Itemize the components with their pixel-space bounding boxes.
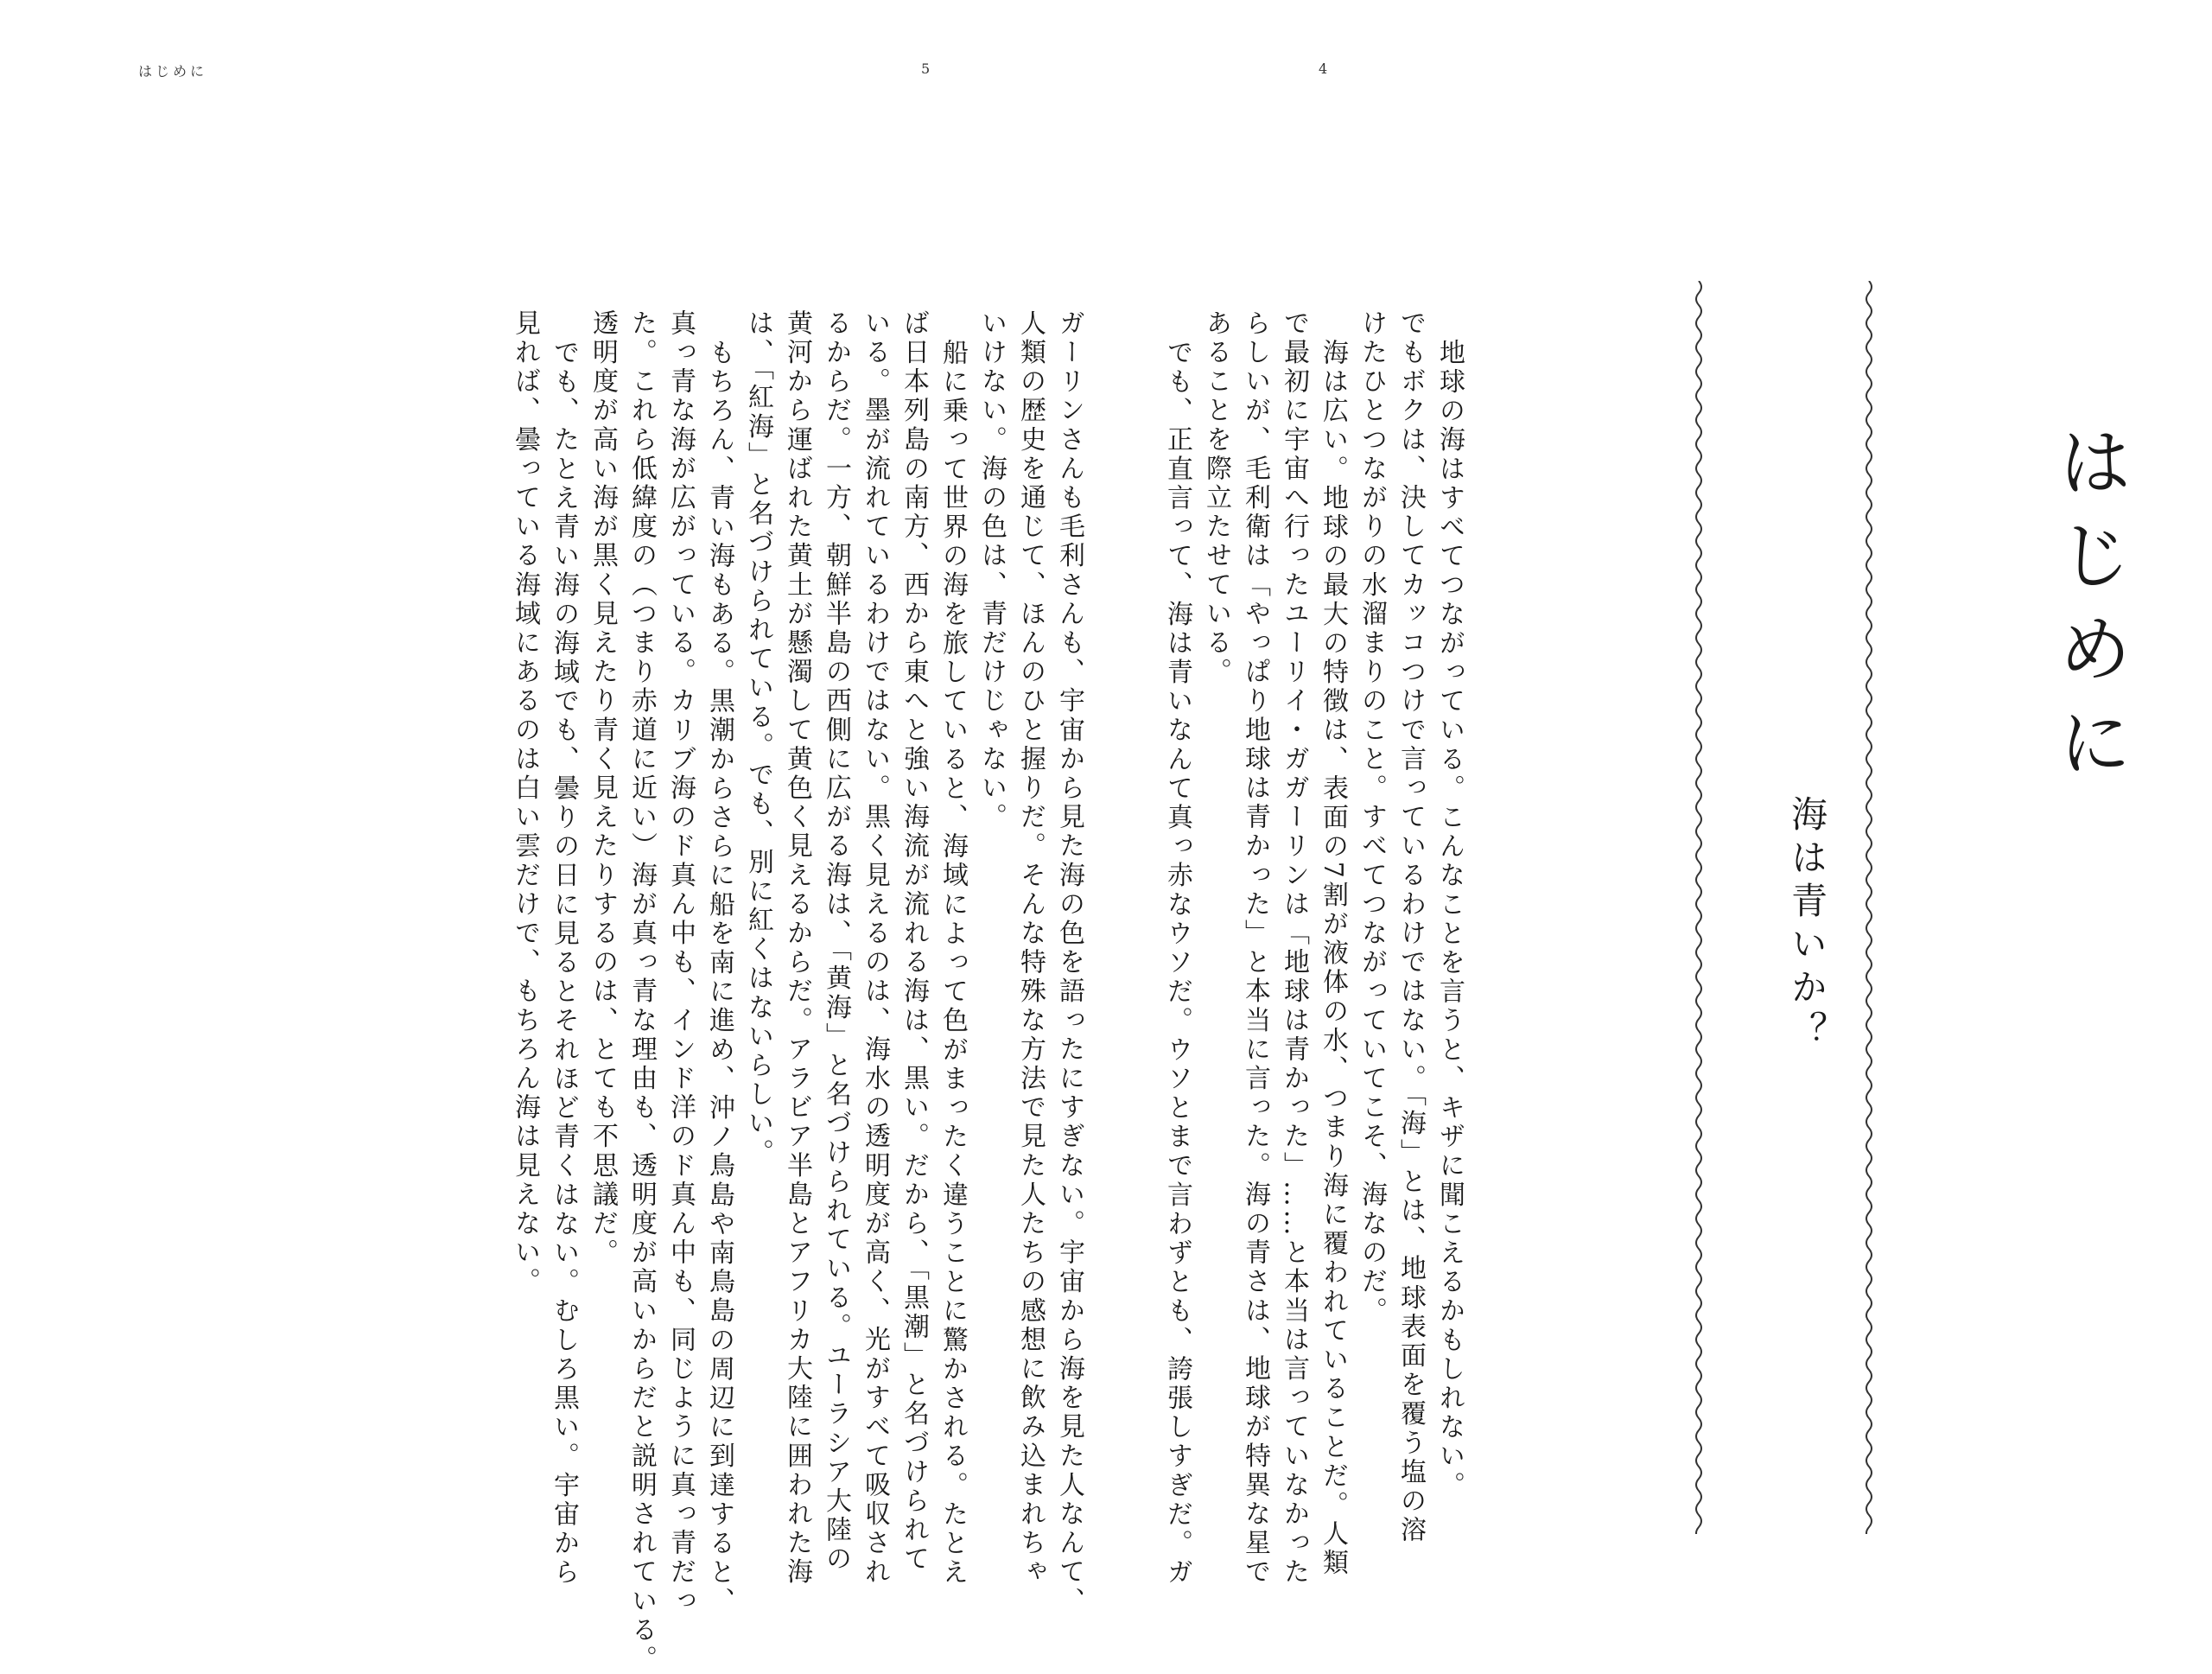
body-line: でもボクは、決してカッコつけで言っているわけではない。「海」とは、地球表面を覆う塩の溶 — [1395, 309, 1426, 1545]
body-line: 地球の海はすべてつながっている。こんなことを言うと、キザに聞こえるかもしれない。 — [1434, 339, 1465, 1500]
body-line: ば日本列島の南方、西から東へと強い海流が流れる海は、黒い。だから、「黒潮」と名づけられて — [899, 309, 929, 1575]
body-line: らしいが、毛利衛は「やっぱり地球は青かった」と本当に言った。海の青さは、地球が特異な星で — [1240, 309, 1270, 1588]
body-line: あることを際立たせている。 — [1201, 309, 1231, 687]
wavy-rule-left — [1692, 281, 1706, 1534]
body-line: でも、正直言って、海は青いなんて真っ赤なウソだ。ウソとまで言わずとも、誇張しすぎだ。ガ — [1162, 339, 1192, 1588]
body-line: 見れば、曇っている海域にあるのは白い雲だけで、もちろん海は見えない。 — [510, 309, 540, 1297]
body-line: 海は広い。地球の最大の特徴は、表面の7割が液体の水、つまり海に覆われていることだ。人類 — [1318, 339, 1348, 1578]
running-header-title: はじめに — [138, 63, 208, 80]
body-line: 透明度が高い海が黒く見えたり青く見えたりするのは、とても不思議だ。 — [588, 309, 618, 1268]
body-line: るからだ。一方、朝鮮半島の西側に広がる海は、「黄海」と名づけられている。ユーラシア大陸の — [821, 309, 851, 1575]
left-page-body — [505, 309, 1089, 1674]
body-line: 船に乗って世界の海を旅していると、海域によって色がまったく違うことに驚かされる。たとえ — [938, 339, 968, 1588]
body-line: いる。墨が流れているわけではない。黒く見えるのは、海水の透明度が高く、光がすべて吸収され — [860, 309, 890, 1588]
section-heading: 海は青いか？ — [1786, 795, 1828, 1054]
body-line: ガーリンさんも毛利さんも、宇宙から見た海の色を語ったにすぎない。宇宙から海を見た人なんて、 — [1054, 309, 1084, 1616]
page-number-5: 5 — [921, 60, 931, 77]
body-line: もちろん、青い海もある。黒潮からさらに船を南に進め、沖ノ鳥島や南鳥島の周辺に到達すると、 — [704, 339, 734, 1617]
wavy-rule-right — [1862, 281, 1876, 1534]
body-line: で最初に宇宙へ行ったユーリイ・ガガーリンは「地球は青かった」……と本当は言っていなかった — [1279, 309, 1309, 1588]
right-page-body — [1158, 309, 1469, 1588]
body-line: いけない。海の色は、青だけじゃない。 — [976, 309, 1007, 832]
body-line: 真っ青な海が広がっている。カリブ海のド真ん中も、インド洋のド真ん中も、同じように真っ青だっ — [665, 309, 696, 1616]
body-line: けたひとつながりの水溜まりのこと。すべてつながっていてこそ、海なのだ。 — [1357, 309, 1387, 1326]
body-line: た。これら低緯度の（つまり赤道に近い）海が真っ青な理由も、透明度が高いからだと説明されている。 — [626, 309, 657, 1674]
body-line: でも、たとえ青い海の海域でも、曇りの日に見るとそれほど青くはない。むしろ黒い。宇宙から — [549, 339, 579, 1588]
page-number-4: 4 — [1319, 60, 1328, 77]
chapter-title: はじめに — [2045, 423, 2132, 797]
body-line: 黄河から運ばれた黄土が懸濁して黄色く見えるからだ。アラビア半島とアフリカ大陸に囲われた海 — [782, 309, 812, 1588]
body-line: は、「紅海」と名づけられている。でも、別に紅くはないらしい。 — [743, 309, 773, 1168]
body-line: 人類の歴史を通じて、ほんのひと握りだ。そんな特殊な方法で見た人たちの感想に飲み込まれちゃ — [1015, 309, 1046, 1588]
